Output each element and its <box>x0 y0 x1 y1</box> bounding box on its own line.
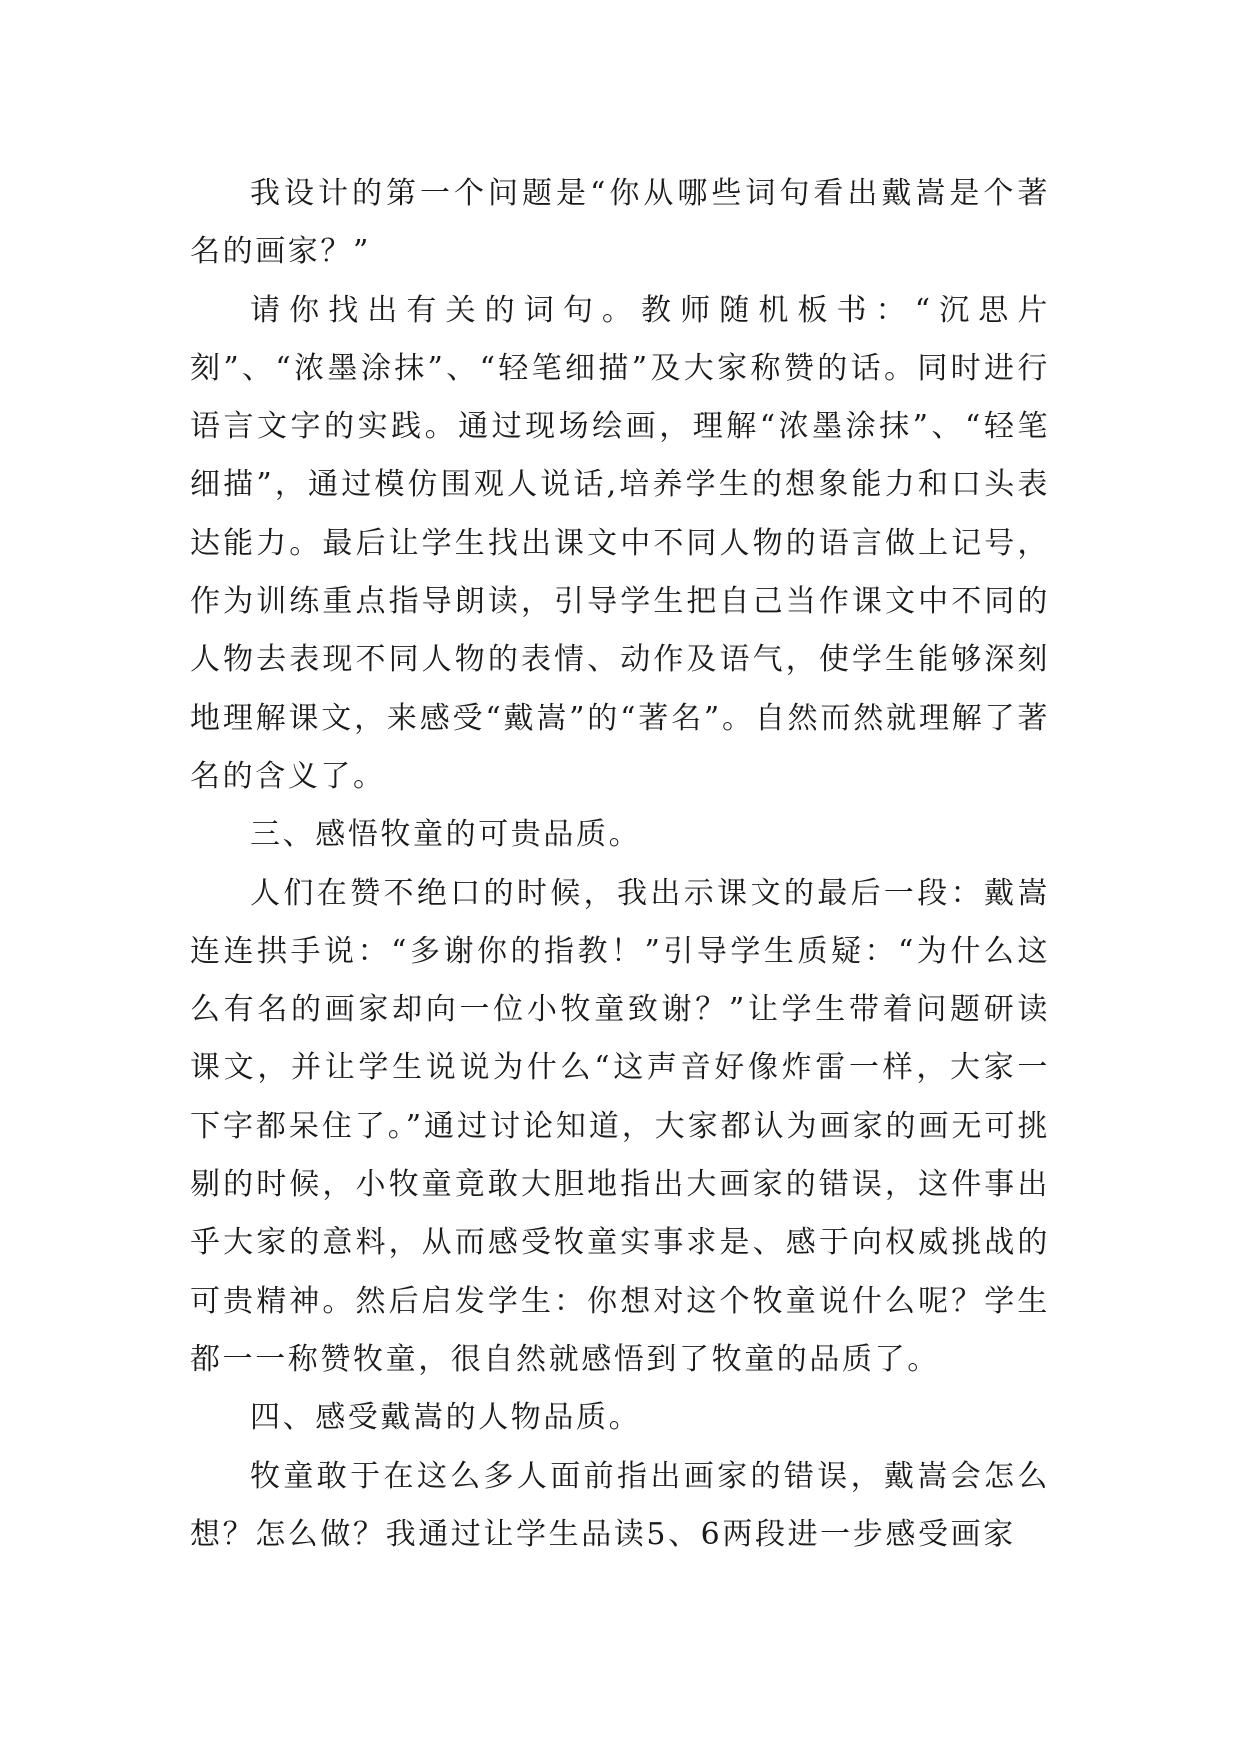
paragraph-question-one: 我设计的第一个问题是“你从哪些词句看出戴嵩是个著名的画家？” <box>190 176 1050 270</box>
paragraph-daisong-quality: 牧童敢于在这么多人面前指出画家的错误，戴嵩会怎么想？怎么做？我通过让学生品读5、6两段进一步感受画家 <box>190 1458 1050 1552</box>
section-heading-three: 三、感悟牧童的可贵品质。 <box>250 817 642 853</box>
paragraph-find-phrases: 请你找出有关的词句。教师随机板书：“沉思片刻”、“浓墨涂抹”、“轻笔细描”及大家称赞的话。同时进行语言文字的实践。通过现场绘画，理解“浓墨涂抹”、“轻笔细描”，通过模仿围观人说话,培养学生的想象能力和口头表达能力。最后让学生找出课文中不同人物的语言做上记号，作为训练重点指导朗读，引导学生把自己当作课文中不同的人物去表现不同人物的表情、动作及语气，使学生能够深刻地理解课文，来感受“戴嵩”的“著名”。自然而然就理解了著名的含义了。 <box>190 292 1050 794</box>
paragraph-herdboy-quality: 人们在赞不绝口的时候，我出示课文的最后一段：戴嵩连连拱手说：“多谢你的指教！”引导学生质疑：“为什么这么有名的画家却向一位小牧童致谢？”让学生带着问题研读课文，并让学生说说为什么“这声音好像炸雷一样，大家一下字都呆住了。”通过讨论知道，大家都认为画家的画无可挑剔的时候，小牧童竟敢大胆地指出大画家的错误，这件事出乎大家的意料，从而感受牧童实事求是、感于向权威挑战的可贵精神。然后启发学生：你想对这个牧童说什么呢？学生都一一称赞牧童，很自然就感悟到了牧童的品质了。 <box>190 875 1050 1377</box>
section-heading-four: 四、感受戴嵩的人物品质。 <box>250 1400 642 1436</box>
document-body <box>190 165 1050 1564</box>
